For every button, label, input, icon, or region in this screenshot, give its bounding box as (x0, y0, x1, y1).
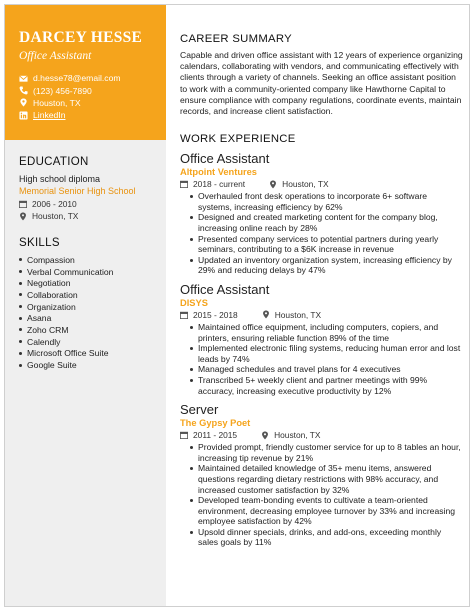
job-entry (180, 402, 463, 548)
phone-text: (123) 456-7890 (33, 85, 92, 96)
contact-phone[interactable] (19, 84, 156, 96)
job-bullet: Implemented electronic filing systems, reducing human error and lost leads by 74% (190, 343, 463, 364)
job-dates: 2015 - 2018 (193, 309, 238, 320)
skill-item: Calendly (19, 336, 156, 348)
skill-item: Verbal Communication (19, 266, 156, 278)
job-bullet: Designed and created marketing content for the company blog, increasing online reach by 28% (190, 212, 463, 233)
location-pin-icon (261, 431, 269, 440)
skill-item: Microsoft Office Suite (19, 348, 156, 360)
job-bullet: Managed schedules and travel plans for 4 executives (190, 364, 463, 375)
education-location (19, 211, 156, 221)
main-column (166, 5, 470, 548)
email-text: d.hesse78@email.com (33, 73, 121, 84)
calendar-icon (180, 311, 188, 319)
job-bullet: Maintained office equipment, including computers, copiers, and printers, ensuring reliable function 89% of the time (190, 322, 463, 343)
job-bullet: Updated an inventory organization system, increasing efficiency by 29% and reducing delays by 47% (190, 255, 463, 276)
job-bullet: Maintained detailed knowledge of 35+ menu items, answered questions regarding dietary restrictions with 98% accuracy, and increased customer satisfaction by 32% (190, 463, 463, 495)
contact-email[interactable] (19, 72, 156, 84)
header-block (5, 5, 166, 140)
job-bullet: Presented company services to potential partners during yearly seminars, contributing to a $6K increase in revenue (190, 234, 463, 255)
job-company: DISYS (180, 297, 208, 308)
job-bullet: Provided prompt, friendly customer service for up to 8 tables an hour, increasing tip revenue by 21% (190, 442, 463, 463)
contact-location (19, 97, 156, 109)
job-bullets (180, 322, 463, 396)
job-bullets (180, 442, 463, 548)
sidebar (5, 5, 166, 606)
summary-text: Capable and driven office assistant with 12 years of experience organizing calendars, collaborating with vendors, and communicating effectively with clients through a variety of channels. Seeking an office assistant position to work with a community-oriented company like Hawthorne Capital to ensure compliance with company regulations, coordinate events, maintain records, and increase client satisfaction. (180, 50, 463, 117)
education-location-text: Houston, TX (32, 211, 79, 221)
job-meta (180, 179, 463, 189)
skills-list (19, 254, 156, 371)
job-role: Office Assistant (180, 151, 270, 167)
skill-item: Compassion (19, 254, 156, 266)
job-entry (180, 151, 463, 276)
education-heading: EDUCATION (19, 156, 89, 168)
calendar-icon (180, 431, 188, 439)
job-bullet: Developed team-bonding events to cultivate a team-oriented environment, decreasing employee turnover by 33% and increasing employee satisfaction by 42% (190, 495, 463, 527)
job-meta (180, 430, 463, 440)
job-location: Houston, TX (274, 430, 321, 441)
location-pin-icon (19, 98, 28, 107)
job-bullet: Transcribed 5+ weekly client and partner meetings with 99% accuracy, increasing executive productivity by 12% (190, 375, 463, 396)
skill-item: Organization (19, 301, 156, 313)
location-pin-icon (262, 310, 270, 319)
job-meta (180, 310, 463, 320)
location-text: Houston, TX (33, 97, 81, 108)
job-location: Houston, TX (282, 179, 329, 190)
contact-list (19, 72, 156, 122)
calendar-icon (19, 200, 27, 208)
experience-heading: WORK EXPERIENCE (180, 133, 296, 146)
job-location: Houston, TX (274, 309, 322, 320)
job-dates: 2018 - current (193, 179, 246, 190)
skills-section (5, 237, 166, 371)
candidate-title: Office Assistant (19, 50, 92, 62)
job-company: The Gypsy Poet (180, 418, 251, 429)
candidate-name: DARCEY HESSE (19, 29, 143, 46)
skill-item: Asana (19, 312, 156, 324)
calendar-icon (180, 180, 188, 188)
education-section (5, 156, 166, 221)
job-role: Office Assistant (180, 281, 270, 297)
skill-item: Collaboration (19, 289, 156, 301)
linkedin-icon (19, 111, 28, 120)
job-dates: 2011 - 2015 (193, 430, 238, 441)
email-icon (19, 74, 28, 83)
location-pin-icon (19, 212, 27, 221)
skill-item: Google Suite (19, 359, 156, 371)
skill-item: Zoho CRM (19, 324, 156, 336)
skill-item: Negotiation (19, 277, 156, 289)
job-bullet: Overhauled front desk operations to incorporate 6+ software systems, increasing efficiency by 62% (190, 191, 463, 212)
education-dates-text: 2006 - 2010 (32, 199, 77, 209)
job-role: Server (180, 402, 219, 418)
education-dates (19, 199, 156, 209)
job-bullet: Upsold dinner specials, drinks, and add-ons, exceeding monthly sales goals by 11% (190, 527, 463, 548)
resume-page (4, 4, 470, 607)
skills-heading: SKILLS (19, 237, 60, 249)
education-degree: High school diploma (19, 174, 101, 184)
education-school: Memorial Senior High School (19, 186, 136, 196)
contact-linkedin[interactable] (19, 109, 156, 121)
phone-icon (19, 86, 28, 95)
job-entry (180, 282, 463, 396)
location-pin-icon (269, 180, 277, 189)
job-bullets (180, 191, 463, 276)
job-company: Altpoint Ventures (180, 167, 257, 178)
summary-heading: CAREER SUMMARY (180, 33, 292, 45)
linkedin-link[interactable]: LinkedIn (33, 110, 66, 121)
